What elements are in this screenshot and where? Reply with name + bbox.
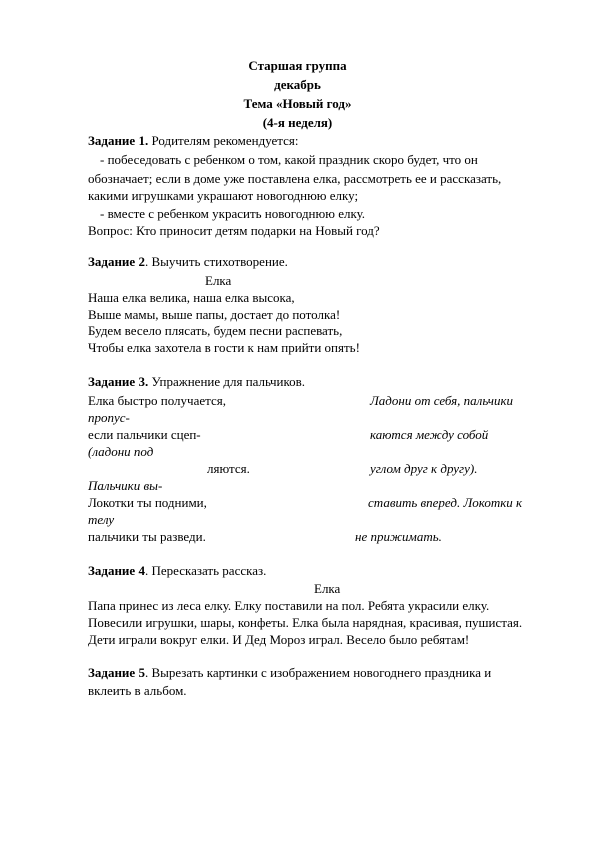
poem-line: Будем весело плясать, будем песни распевать, [88, 323, 343, 338]
header-theme: Тема «Новый год» [243, 96, 352, 111]
task1-line: - вместе с ребенком украсить новогоднюю елку. [100, 206, 366, 221]
exercise-text: пальчики ты разведи. [88, 529, 206, 544]
story-line: Папа принес из леса елку. Елку поставили на пол. Ребята украсили елку. [88, 598, 490, 613]
exercise-instruction: каются между собой [370, 427, 489, 442]
poem-title: Елка [205, 273, 232, 288]
exercise-instruction: углом друг к другу). [370, 461, 478, 476]
task1-intro: Родителям рекомендуется: [148, 133, 299, 148]
task4-heading [88, 562, 266, 579]
task2-label: Задание 2 [88, 254, 145, 269]
header-month: декабрь [274, 77, 321, 92]
poem-line: Наша елка велика, наша елка высока, [88, 290, 295, 305]
poem-line: Выше мамы, выше папы, достает до потолка! [88, 307, 341, 322]
task3-intro: Упражнение для пальчиков. [148, 374, 306, 389]
task5-line: вклеить в альбом. [88, 683, 187, 698]
task2-intro: . Выучить стихотворение. [144, 254, 288, 269]
story-title: Елка [314, 581, 341, 596]
task1-heading [88, 132, 299, 149]
task1-line: - побеседовать с ребенком о том, какой праздник скоро будет, что он [100, 152, 478, 167]
task5-label: Задание 5 [88, 665, 145, 680]
exercise-instruction: Пальчики вы- [88, 478, 163, 493]
exercise-instruction: пропус- [88, 410, 130, 425]
task1-line: обозначает; если в доме уже поставлена елка, рассмотреть ее и рассказать, [88, 171, 502, 186]
task3-label: Задание 3. [88, 374, 149, 389]
exercise-text: если пальчики сцеп- [88, 427, 201, 442]
exercise-text: ляются. [207, 461, 250, 476]
header-week: (4-я неделя) [262, 115, 333, 130]
poem-line: Чтобы елка захотела в гости к нам прийти опять! [88, 340, 360, 355]
task4-intro: . Пересказать рассказ. [144, 563, 267, 578]
task1-question: Вопрос: Кто приносит детям подарки на Новый год? [88, 223, 380, 238]
task1-label: Задание 1. [88, 133, 149, 148]
exercise-instruction: (ладони под [88, 444, 154, 459]
task2-heading [88, 253, 288, 270]
task5-heading [88, 664, 491, 681]
story-line: Повесили игрушки, шары, конфеты. Елка была нарядная, красивая, пушистая. [88, 615, 523, 630]
exercise-instruction: ставить вперед. Локотки к [368, 495, 523, 510]
exercise-instruction: телу [88, 512, 115, 527]
story-line: Дети играли вокруг елки. И Дед Мороз играл. Весело было ребятам! [88, 632, 470, 647]
exercise-instruction: Ладони от себя, пальчики [370, 393, 514, 408]
exercise-text: Локотки ты подними, [88, 495, 207, 510]
task4-label: Задание 4 [88, 563, 145, 578]
task5-intro: . Вырезать картинки с изображением новогоднего праздника и [144, 665, 492, 680]
task1-line: какими игрушками украшают новогоднюю елку; [88, 188, 359, 203]
exercise-instruction: не прижимать. [355, 529, 442, 544]
exercise-text: Елка быстро получается, [88, 393, 226, 408]
header-group: Старшая группа [248, 58, 347, 73]
task3-heading [88, 373, 305, 390]
